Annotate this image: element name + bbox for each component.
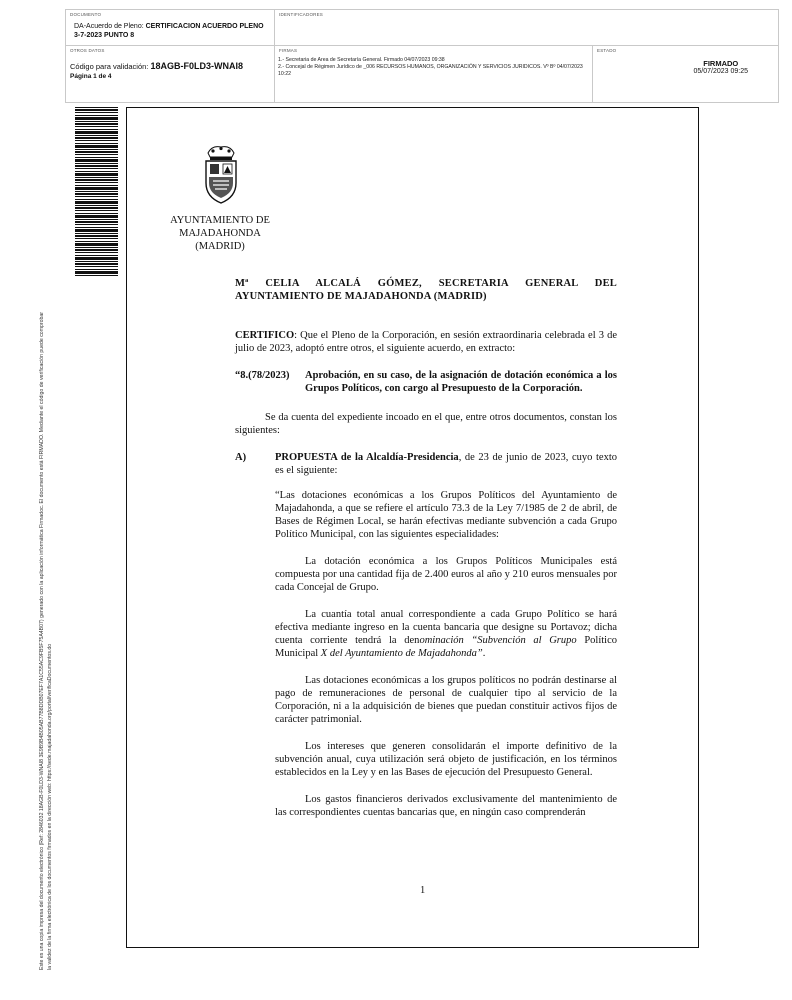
signature-1: 1.- Secretaria de Area de Secretaría General. Firmado 04/07/2023 09:38 — [278, 57, 445, 63]
coat-of-arms-icon — [200, 143, 242, 205]
certificate-title: Mª CELIA ALCALÁ GÓMEZ, SECRETARIA GENERAL DEL AYUNTAMIENTO DE MAJADAHONDA (MADRID) — [235, 278, 617, 302]
quote-paragraph-5: Los intereses que generen consolidarán el importe definitivo de la subvención anual, cuya utilización será objeto de justificación, en los términos establecidos en la Ley y en las Bases de ejecución del Presupuesto General. — [275, 741, 617, 778]
certifico-paragraph: CERTIFICO: Que el Pleno de la Corporación, en sesión extraordinaria celebrada el 3 de julio de 2023, adoptó entre otros, el siguiente acuerdo, en extracto: — [235, 330, 617, 354]
signatures-list — [278, 57, 590, 78]
documento-label: DOCUMENTO — [70, 12, 102, 17]
document-header-table — [65, 9, 779, 103]
page-number: 1 — [420, 885, 426, 896]
validation-code-value: 18AGB-F0LD3-WNAI8 — [150, 61, 243, 71]
agreement-heading — [235, 369, 617, 395]
proposal-quote — [275, 489, 617, 819]
quote-paragraph-4: Las dotaciones económicas a los grupos políticos no podrán destinarse al pago de remuneraciones de personal de cualquier tipo al servicio de la Corporación, ni a la adquisición de bienes que puedan constituir activos fijos de carácter patrimonial. — [275, 675, 617, 725]
identificadores-label: IDENTIFICADORES — [279, 12, 324, 17]
otros-datos-cell — [66, 46, 275, 102]
otros-datos-label: OTROS DATOS — [70, 48, 105, 53]
entity-name: AYUNTAMIENTO DE MAJADAHONDA (MADRID) — [170, 215, 270, 252]
verification-side-text: Este es una copia impresa del documento electrónico (Ref: 2846032 18AGB-F0LD3-WNAI8 3E9B9B4B05AB77B8DDB07EF7A1C55AC9FB5F75A4B07) generado con la aplicación informática Firmadoc. El documento está FIRMADO. Mediante el código de verificación puede comprobar la validez de la firma electrónica de los documentos firmados en la dirección web: https://sede.majadahonda.org/portal/verificaDocumentos.do — [39, 311, 53, 970]
identificadores-cell — [275, 10, 778, 46]
page-count: Página 1 de 4 — [70, 73, 112, 80]
estado-label: ESTADO — [597, 48, 617, 53]
item-letter: A) — [235, 452, 247, 463]
quote-paragraph-1: “Las dotaciones económicas a los Grupos Políticos del Ayuntamiento de Majadahonda, a que se refiere el artículo 73.3 de la Ley 7/1985 de 2 de abril, de Bases de Régimen Local, se harán efectivas mediante subvención a cada Grupo Político Municipal, con las siguientes especialidades: — [275, 490, 617, 540]
barcode — [75, 107, 118, 277]
document-body — [235, 277, 617, 819]
agreement-title: Aprobación, en su caso, de la asignación de dotación económica a los Grupos Políticos, con cargo al Presupuesto de la Corporación. — [305, 370, 617, 394]
signature-2: 2.- Concejal de Régimen Jurídico de _006 RECURSOS HUMANOS, ORGANIZACIÓN Y SERVICIOS JURIDICOS. Vº Bº 04/07/2023 10:22 — [278, 64, 583, 77]
validation-code: Código para validación: 18AGB-F0LD3-WNAI8 — [70, 61, 243, 71]
quote-paragraph-2: La dotación económica a los Grupos Políticos Municipales está compuesta por una cantidad fija de 2.400 euros al año y 210 euros mensuales por cada Concejal de Grupo. — [275, 556, 617, 593]
item-a — [235, 451, 617, 477]
estado-cell — [593, 46, 778, 102]
quote-paragraph-6: Los gastos financieros derivados exclusivamente del mantenimiento de las correspondientes cuentas bancarias que, en ningún caso comprenderán — [275, 794, 617, 818]
quote-paragraph-3: La cuantía total anual correspondiente a cada Grupo Político se hará efectiva mediante ingreso en la cuenta bancaria que designe su Portavoz; dicha cuenta corriente tendrá la denominación “Subvención al Grupo Político Municipal X del Ayuntamiento de Majadahonda”. — [275, 609, 618, 659]
documento-cell — [66, 10, 275, 46]
intro-paragraph: Se da cuenta del expediente incoado en el que, entre otros documentos, constan los siguientes: — [235, 412, 617, 436]
firmas-label: FIRMAS — [279, 48, 298, 53]
document-title: DA-Acuerdo de Pleno: CERTIFICACION ACUERDO PLENO 3-7-2023 PUNTO 8 — [74, 23, 264, 39]
status-date: 05/07/2023 09:25 — [693, 68, 748, 75]
status-badge — [694, 59, 749, 75]
status-value: FIRMADO — [703, 59, 739, 68]
agreement-number: “8.(78/2023) — [235, 370, 290, 381]
item-text: PROPUESTA de la Alcaldía-Presidencia, de 23 de junio de 2023, cuyo texto es el siguiente: — [275, 452, 617, 476]
firmas-cell — [275, 46, 593, 102]
